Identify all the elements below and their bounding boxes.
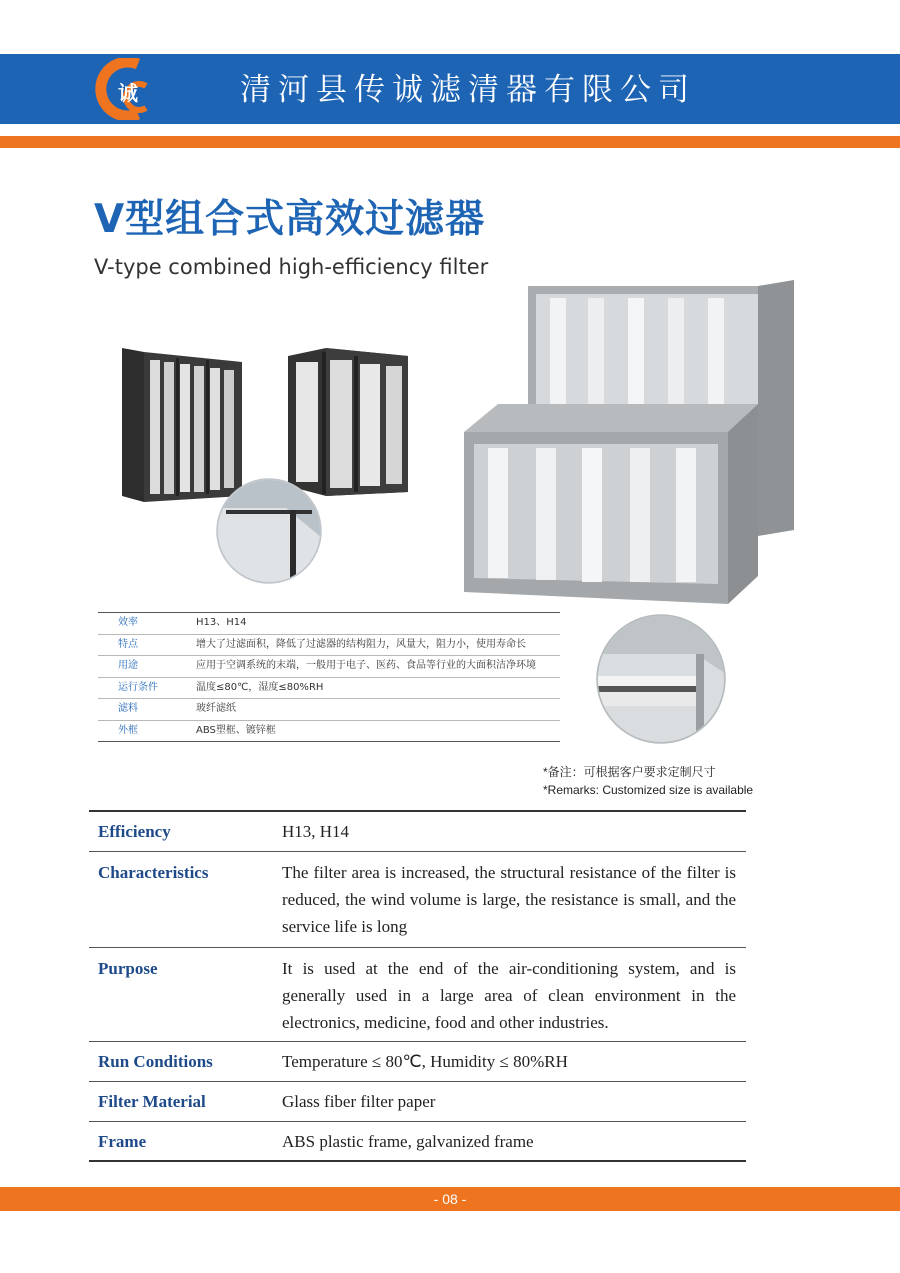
spec-label-en: Purpose <box>98 959 158 978</box>
spec-value-en: Glass fiber filter paper <box>282 1092 436 1111</box>
spec-row-cn <box>98 656 560 678</box>
spec-label-cn: 用途 <box>118 660 138 672</box>
spec-row-cn <box>98 699 560 721</box>
spec-row-cn <box>98 613 560 635</box>
company-name: 清河县传诚滤清器有限公司 <box>240 72 696 108</box>
spec-label-cn: 滤料 <box>118 703 138 715</box>
product-title-cn: V型组合式高效过滤器 <box>94 197 486 242</box>
spec-row-cn <box>98 635 560 657</box>
spec-table-cn <box>98 612 560 742</box>
spec-row-cn <box>98 721 560 743</box>
spec-label-cn: 运行条件 <box>118 681 158 693</box>
spec-label-en: Frame <box>98 1132 147 1151</box>
spec-value-en: H13, H14 <box>282 822 350 841</box>
spec-value-en: Temperature ≤ 80℃, Humidity ≤ 80%RH <box>282 1052 568 1071</box>
page-number: - 08 - <box>433 1191 467 1207</box>
spec-row-en <box>89 852 746 948</box>
spec-value-cn: 玻纤滤纸 <box>196 703 236 715</box>
spec-value-en: It is used at the end of the air-conditioning system, and is generally used in a large area of clean environment in the electronics, medicine, food and other industries. <box>282 959 736 1032</box>
company-logo <box>94 58 164 120</box>
spec-value-cn: H13、H14 <box>196 617 247 629</box>
spec-row-en <box>89 948 746 1042</box>
remarks <box>543 763 753 799</box>
spec-label-cn: 效率 <box>118 617 138 629</box>
product-image-grey-filter <box>458 280 794 604</box>
spec-value-en: ABS plastic frame, galvanized frame <box>282 1132 534 1151</box>
remarks-en: *Remarks: Customized size is available <box>543 783 754 797</box>
spec-value-cn: 增大了过滤面积，降低了过滤器的结构阻力，风量大，阻力小，使用寿命长 <box>196 638 526 650</box>
remarks-cn: *备注：可根据客户要求定制尺寸 <box>543 765 716 779</box>
spec-row-en <box>89 812 746 852</box>
spec-table-en <box>89 810 746 1162</box>
spec-label-cn: 特点 <box>118 638 138 650</box>
product-title-en: V-type combined high-efficiency filter <box>94 255 489 279</box>
product-image-black-filter-2 <box>286 346 412 496</box>
spec-label-cn: 外框 <box>118 724 138 736</box>
spec-label-en: Run Conditions <box>98 1052 213 1071</box>
spec-label-en: Efficiency <box>98 822 171 841</box>
spec-value-cn: 应用于空调系统的末端，一般用于电子、医药、食品等行业的大面积洁净环境 <box>196 660 536 672</box>
spec-row-en <box>89 1042 746 1082</box>
spec-row-en <box>89 1082 746 1122</box>
header-accent-stripe <box>0 136 900 148</box>
spec-value-cn: 温度≤80℃，湿度≤80%RH <box>196 681 324 693</box>
spec-value-en: The filter area is increased, the structural resistance of the filter is reduced, the wind volume is large, the resistance is small, and the service life is long <box>282 863 736 936</box>
spec-row-cn <box>98 678 560 700</box>
detail-image-corner-2 <box>596 614 726 744</box>
spec-label-en: Characteristics <box>98 863 209 882</box>
detail-image-corner-1 <box>216 478 322 584</box>
spec-row-en <box>89 1122 746 1162</box>
spec-value-cn: ABS塑框、镀锌框 <box>196 724 276 736</box>
spec-label-en: Filter Material <box>98 1092 206 1111</box>
logo-character: 诚 <box>118 81 138 105</box>
